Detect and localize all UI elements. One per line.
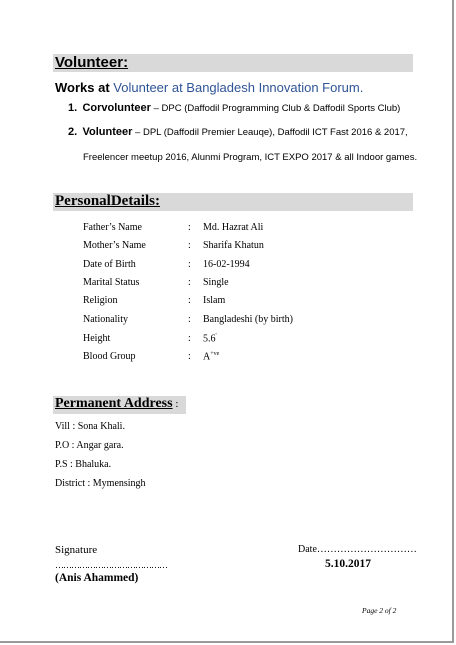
personal-colon: : — [188, 351, 191, 362]
volunteer-item-1 — [68, 102, 400, 114]
signature-dotted-line: …………………………………… — [55, 560, 167, 570]
address-line: Vill : Sona Khali. — [55, 421, 125, 432]
signer-name: (Anis Ahammed) — [55, 572, 139, 584]
personal-value — [203, 351, 219, 362]
personal-colon: : — [188, 295, 191, 306]
personal-colon: : — [188, 259, 191, 270]
personal-label: Father’s Name — [83, 222, 142, 233]
page-number: Page 2 of 2 — [362, 606, 397, 615]
works-at-value: Volunteer at Bangladesh Innovation Forum. — [113, 80, 364, 95]
personal-colon: : — [188, 222, 191, 233]
signature-label: Signature — [55, 544, 98, 556]
permanent-address-title: Permanent Address — [55, 396, 173, 411]
personal-value: Sharifa Khatun — [203, 240, 264, 251]
personal-value: Bangladeshi (by birth) — [203, 314, 293, 325]
date-value: 5.10.2017 — [325, 558, 371, 570]
item-text: – DPL (Daffodil Premier Leauqe), Daffodil ICT Fast 2016 & 2017, — [132, 127, 408, 138]
address-line: P.O : Angar gara. — [55, 440, 124, 451]
personal-colon: : — [188, 240, 191, 251]
heading-colon: : — [172, 398, 179, 410]
height-unit: ' — [215, 333, 217, 339]
volunteer-heading-bar — [53, 54, 413, 72]
personal-label: Height — [83, 333, 111, 344]
volunteer-item-2 — [68, 126, 408, 138]
personal-value — [203, 333, 217, 344]
personal-value: Md. Hazrat Ali — [203, 222, 264, 233]
personal-label: Marital Status — [83, 277, 140, 288]
item-number: 1. — [68, 102, 78, 114]
address-line: P.S : Bhaluka. — [55, 459, 112, 470]
blood-group-value: A — [203, 351, 211, 363]
personal-label: Nationality — [83, 314, 128, 325]
personal-label: Mother’s Name — [83, 240, 146, 251]
personal-colon: : — [188, 314, 191, 325]
personal-value: Single — [203, 277, 229, 288]
personal-colon: : — [188, 277, 191, 288]
item-title: Corvolunteer — [82, 102, 151, 114]
item-title: Volunteer — [82, 126, 133, 138]
height-value: 5.6 — [203, 333, 216, 345]
works-at-label: Works at — [55, 80, 110, 95]
volunteer-item-2-continued: Freelencer meetup 2016, Alunmi Program, ICT EXPO 2017 & all Indoor games. — [83, 152, 418, 163]
blood-group-rh: +ve — [210, 351, 220, 357]
volunteer-heading: Volunteer: — [55, 54, 129, 71]
item-number: 2. — [68, 126, 78, 138]
personal-colon: : — [188, 333, 191, 344]
personal-label: Blood Group — [83, 351, 136, 362]
address-line: District : Mymensingh — [55, 478, 146, 489]
personal-label: Religion — [83, 295, 118, 306]
works-at-line — [55, 80, 363, 95]
personal-value: 16-02-1994 — [203, 259, 250, 270]
personal-details-heading: PersonalDetails: — [55, 193, 160, 209]
permanent-address-heading — [55, 396, 178, 412]
item-text: – DPC (Daffodil Programming Club & Daffodil Sports Club) — [150, 103, 401, 114]
personal-details-heading-bar — [53, 193, 413, 211]
date-label: Date………………………… — [298, 544, 417, 555]
personal-label: Date of Birth — [83, 259, 136, 270]
personal-value: Islam — [203, 295, 226, 306]
